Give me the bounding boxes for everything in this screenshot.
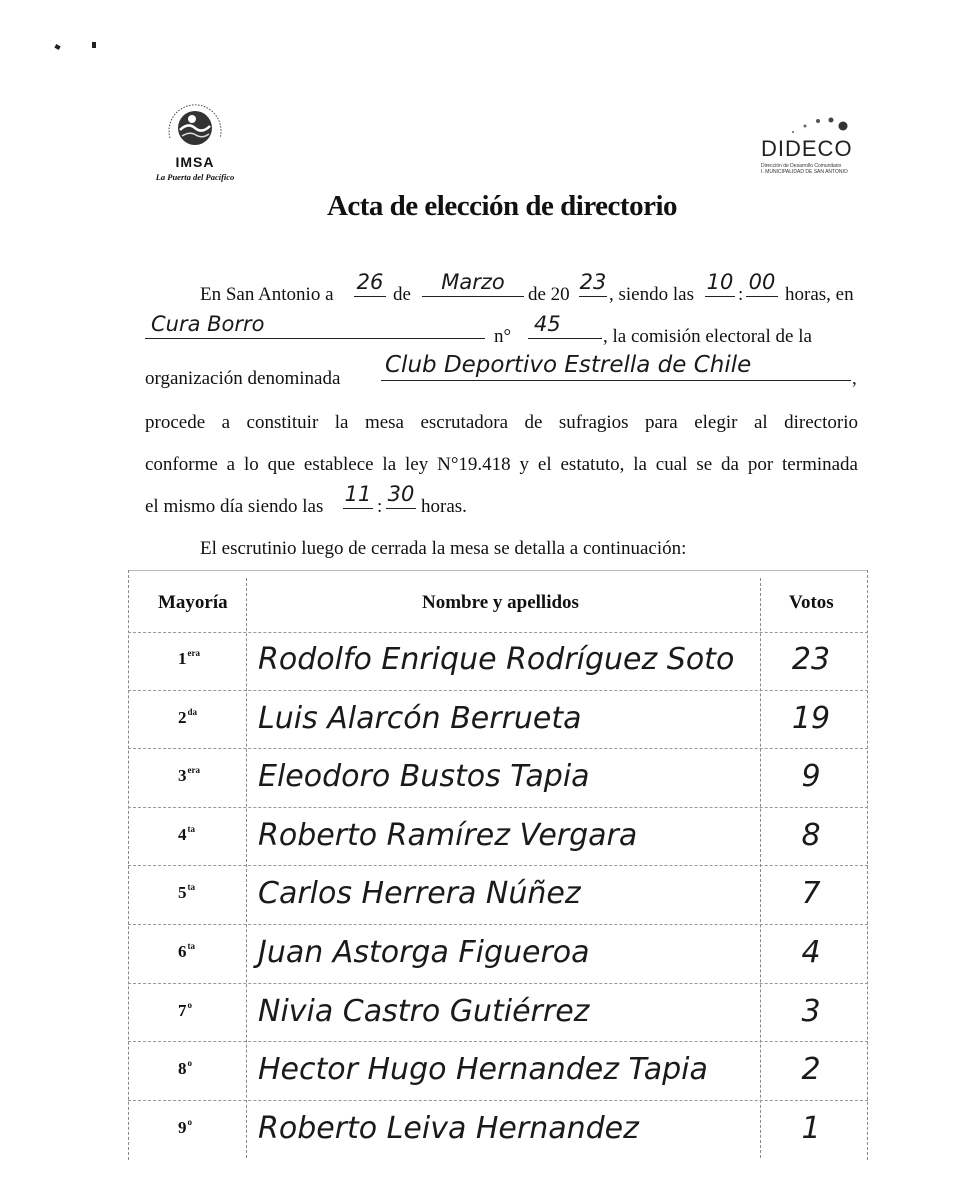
rank-suffix: ta <box>187 823 195 834</box>
rank-cell <box>178 824 195 845</box>
organization-field <box>381 352 851 381</box>
rank-cell <box>178 1058 192 1079</box>
rank-number: 7 <box>178 1000 187 1020</box>
street-field <box>145 314 485 339</box>
table-row <box>128 1042 868 1101</box>
end-hour-value: 11 <box>344 482 372 506</box>
table-row <box>128 749 868 808</box>
intro-text-4: , siendo las <box>609 284 694 305</box>
table-row <box>128 866 868 925</box>
candidate-name: Luis Alarcón Berrueta <box>258 700 582 736</box>
candidate-name: Carlos Herrera Núñez <box>258 876 581 912</box>
table-row <box>128 1101 868 1160</box>
street-number-field <box>528 314 602 339</box>
end-minute-field <box>386 484 416 509</box>
vote-count: 3 <box>801 993 821 1029</box>
intro-text-2: de <box>393 284 411 305</box>
month-value: Marzo <box>441 270 505 294</box>
rank-cell <box>178 648 200 669</box>
document-title: Acta de elección de directorio <box>326 190 678 222</box>
intro-line-5: conforme a lo que establece la ley N°19.418 y el estatuto, la cual se da por terminada <box>145 454 858 475</box>
scan-speck <box>54 44 60 50</box>
logo-right-subtitle: Dirección de Desarrollo Comunitario I. MUNICIPALIDAD DE SAN ANTONIO <box>761 163 848 175</box>
vote-count: 7 <box>801 876 821 912</box>
vote-count: 8 <box>801 817 821 853</box>
rank-number: 1 <box>178 649 187 668</box>
rank-cell <box>178 882 195 903</box>
table-row <box>128 691 868 750</box>
time-colon: : <box>738 284 744 305</box>
intro-text-6: n° <box>494 326 512 347</box>
logo-left-tagline: La Puerta del Pacífico <box>155 172 235 182</box>
rank-suffix: da <box>187 706 198 717</box>
candidate-name: Roberto Leiva Hernandez <box>258 1110 639 1146</box>
candidate-name: Eleodoro Bustos Tapia <box>258 759 590 795</box>
dideco-logo <box>757 112 861 182</box>
name-header: Nombre y apellidos <box>422 592 579 613</box>
rank-suffix: o <box>187 1058 192 1069</box>
table-row <box>128 808 868 867</box>
intro-text-3: de 20 <box>528 284 570 305</box>
street-number-value: 45 <box>534 312 561 336</box>
imsa-logo <box>140 98 250 190</box>
intro-text-1: En San Antonio a <box>200 284 334 305</box>
start-hour-field <box>705 272 735 297</box>
rank-cell <box>178 765 200 786</box>
rank-header: Mayoría <box>158 592 228 613</box>
rank-suffix: o <box>187 999 192 1010</box>
rank-number: 4 <box>178 824 187 844</box>
street-value: Cura Borro <box>151 312 265 336</box>
intro-text-5: horas, en <box>785 284 854 305</box>
intro-line-4: procede a constituir la mesa escrutadora de sufragios para elegir al directorio <box>145 412 858 433</box>
rank-number: 2 <box>178 707 187 727</box>
vote-count: 4 <box>801 935 821 970</box>
rank-number: 8 <box>178 1059 187 1079</box>
intro-text-8: organización denominada <box>145 368 341 389</box>
rank-cell <box>178 1117 192 1138</box>
rank-suffix: era <box>187 648 200 658</box>
votes-table <box>128 570 868 1160</box>
start-hour-value: 10 <box>706 270 734 294</box>
rank-cell <box>178 707 197 728</box>
rank-number: 5 <box>178 883 187 903</box>
rank-suffix: ta <box>187 882 195 893</box>
month-field <box>422 272 524 297</box>
municipal-seal-icon <box>162 98 228 156</box>
end-time-colon: : <box>377 496 383 517</box>
intro-comma: , <box>852 368 857 389</box>
candidate-name: Hector Hugo Hernandez Tapia <box>258 1052 708 1088</box>
rank-cell <box>178 1000 192 1021</box>
vote-count: 1 <box>801 1110 821 1146</box>
rank-cell <box>178 941 195 962</box>
intro-text-10: horas. <box>421 496 467 517</box>
start-minute-field <box>746 272 778 297</box>
vote-count: 2 <box>801 1052 821 1088</box>
candidate-name: Roberto Ramírez Vergara <box>258 817 638 853</box>
candidate-name: Juan Astorga Figueroa <box>258 935 590 970</box>
candidate-name: Nivia Castro Gutiérrez <box>258 993 590 1029</box>
logo-left-name: IMSA <box>175 154 215 170</box>
year-value: 23 <box>579 270 607 294</box>
rank-suffix: ta <box>187 941 195 951</box>
rank-suffix: o <box>187 1116 192 1127</box>
rank-number: 6 <box>178 942 187 961</box>
end-minute-value: 30 <box>387 482 415 506</box>
scrutiny-text: El escrutinio luego de cerrada la mesa se detalla a continuación: <box>200 538 687 559</box>
day-field <box>354 272 386 297</box>
table-row <box>128 925 868 984</box>
rank-suffix: era <box>187 765 200 776</box>
dots-arc-icon <box>785 112 855 138</box>
vote-count: 19 <box>791 700 831 736</box>
rank-number: 9 <box>178 1117 187 1137</box>
votes-header: Votos <box>789 592 834 613</box>
organization-value: Club Deportivo Estrella de Chile <box>385 352 752 378</box>
start-minute-value: 00 <box>748 270 776 294</box>
candidate-name: Rodolfo Enrique Rodríguez Soto <box>258 642 735 677</box>
rank-number: 3 <box>178 766 187 786</box>
year-field <box>579 272 607 297</box>
scan-speck <box>92 42 96 48</box>
end-hour-field <box>343 484 373 509</box>
vote-count: 9 <box>801 759 821 795</box>
intro-text-7: , la comisión electoral de la <box>603 326 812 347</box>
vote-count: 23 <box>791 642 831 677</box>
day-value: 26 <box>356 270 384 294</box>
table-row <box>128 984 868 1043</box>
logo-right-name: DIDECO <box>761 136 853 161</box>
intro-text-9: el mismo día siendo las <box>145 496 324 517</box>
table-row <box>128 632 868 691</box>
